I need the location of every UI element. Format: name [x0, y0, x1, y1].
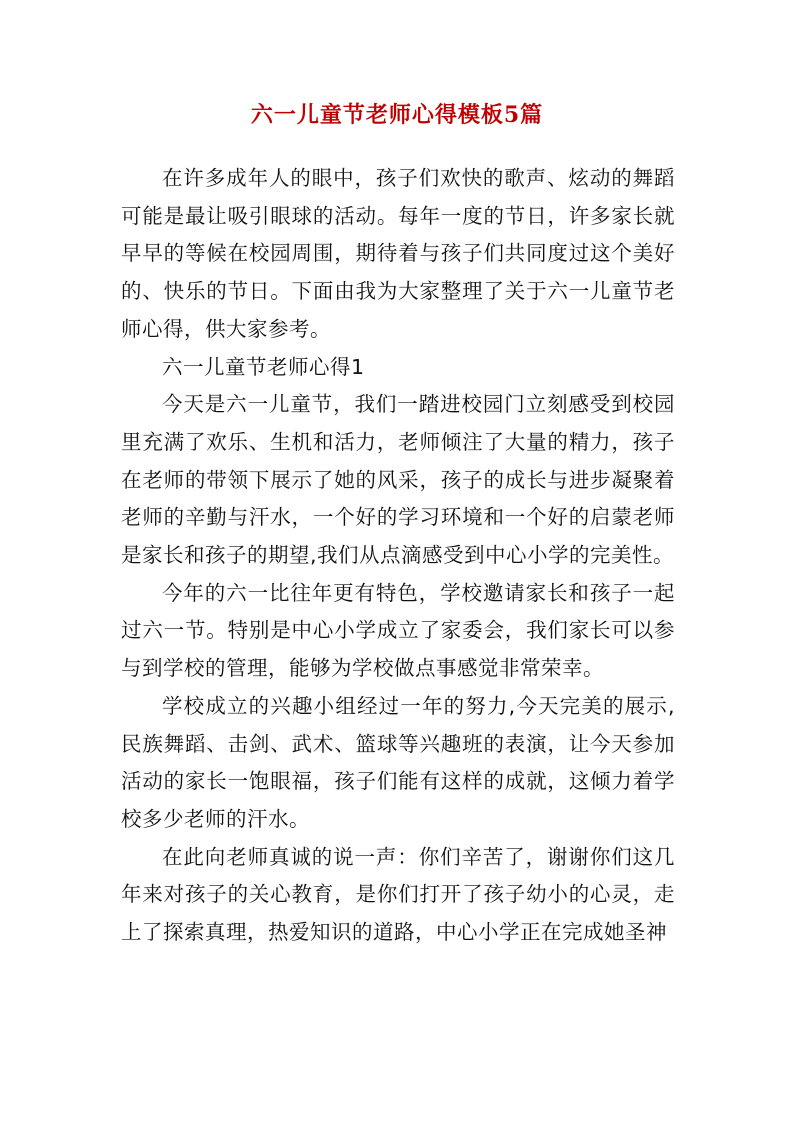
body-paragraph-4: 在此向老师真诚的说一声：你们辛苦了，谢谢你们这几年来对孩子的关心教育，是你们打开了孩子幼小的心灵，走上了探索真理，热爱知识的道路，中心小学正在完成她圣神	[121, 844, 675, 945]
document-title: 六一儿童节老师心得模板5篇	[250, 102, 544, 128]
body-paragraph-1: 今天是六一儿童节，我们一踏进校园门立刻感受到校园里充满了欢乐、生机和活力，老师倾注了大量的精力，孩子在老师的带领下展示了她的风采，孩子的成长与进步凝聚着老师的辛勤与汗水，一个好的学习环境和一个好的启蒙老师是家长和孩子的期望,我们从点滴感受到中心小学的完美性。	[121, 392, 675, 568]
intro-paragraph: 在许多成年人的眼中，孩子们欢快的歌声、炫动的舞蹈可能是最让吸引眼球的活动。每年一度的节日，许多家长就早早的等候在校园周围，期待着与孩子们共同度过这个美好的、快乐的节日。下面由我为大家整理了关于六一儿童节老师心得，供大家参考。	[121, 166, 675, 341]
section-heading: 六一儿童节老师心得1	[162, 354, 365, 379]
body-paragraph-2: 今年的六一比往年更有特色，学校邀请家长和孩子一起过六一节。特别是中心小学成立了家委会，我们家长可以参与到学校的管理，能够为学校做点事感觉非常荣幸。	[121, 580, 675, 681]
document-body	[121, 160, 675, 952]
body-paragraph-3: 学校成立的兴趣小组经过一年的努力,今天完美的展示,民族舞蹈、击剑、武术、篮球等兴趣班的表演，让今天参加活动的家长一饱眼福，孩子们能有这样的成就，这倾力着学校多少老师的汗水。	[121, 693, 675, 831]
